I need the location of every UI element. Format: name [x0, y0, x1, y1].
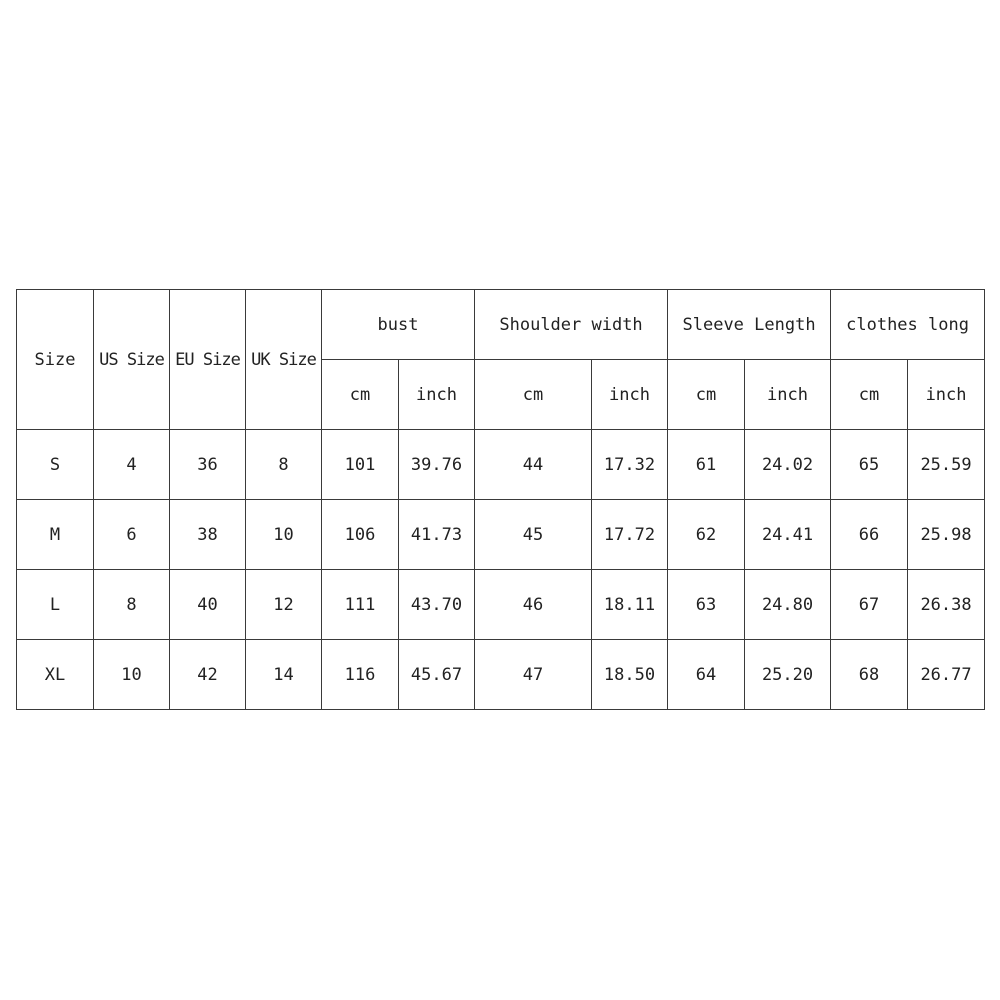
header-uk-size: UK Size — [246, 290, 322, 430]
table-row — [17, 570, 985, 640]
table-cell: 25.59 — [908, 430, 985, 500]
header-sleeve-length: Sleeve Length — [668, 290, 831, 360]
table-cell: 4 — [94, 430, 170, 500]
table-cell: XL — [17, 640, 94, 710]
table-cell: 62 — [668, 500, 745, 570]
header-eu-size: EU Size — [170, 290, 246, 430]
unit-header: cm — [475, 360, 592, 430]
table-cell: 8 — [94, 570, 170, 640]
table-cell: 14 — [246, 640, 322, 710]
table-row — [17, 430, 985, 500]
table-cell: M — [17, 500, 94, 570]
header-row-groups — [17, 290, 985, 360]
table-cell: 65 — [831, 430, 908, 500]
table-cell: 47 — [475, 640, 592, 710]
table-cell: 26.77 — [908, 640, 985, 710]
table-cell: 45 — [475, 500, 592, 570]
table-cell: 64 — [668, 640, 745, 710]
table-row — [17, 640, 985, 710]
table-row — [17, 500, 985, 570]
table-cell: 24.80 — [745, 570, 831, 640]
table-cell: 12 — [246, 570, 322, 640]
table-cell: L — [17, 570, 94, 640]
table-cell: 68 — [831, 640, 908, 710]
table-cell: 18.50 — [592, 640, 668, 710]
unit-header: cm — [668, 360, 745, 430]
header-bust: bust — [322, 290, 475, 360]
table-cell: 40 — [170, 570, 246, 640]
table-cell: 46 — [475, 570, 592, 640]
table-cell: 25.98 — [908, 500, 985, 570]
table-cell: 111 — [322, 570, 399, 640]
table-cell: 10 — [94, 640, 170, 710]
table-cell: 67 — [831, 570, 908, 640]
table-cell: 116 — [322, 640, 399, 710]
table-cell: 26.38 — [908, 570, 985, 640]
table-cell: 24.41 — [745, 500, 831, 570]
table-body — [17, 430, 985, 710]
table-cell: 61 — [668, 430, 745, 500]
table-cell: 66 — [831, 500, 908, 570]
table-cell: 6 — [94, 500, 170, 570]
table-cell: S — [17, 430, 94, 500]
table-cell: 41.73 — [399, 500, 475, 570]
header-size: Size — [17, 290, 94, 430]
table-cell: 42 — [170, 640, 246, 710]
table-cell: 44 — [475, 430, 592, 500]
unit-header: cm — [831, 360, 908, 430]
header-clothes-long: clothes long — [831, 290, 985, 360]
table-cell: 36 — [170, 430, 246, 500]
table-cell: 17.32 — [592, 430, 668, 500]
table-cell: 10 — [246, 500, 322, 570]
table-cell: 43.70 — [399, 570, 475, 640]
unit-header: inch — [745, 360, 831, 430]
header-shoulder-width: Shoulder width — [475, 290, 668, 360]
header-us-size: US Size — [94, 290, 170, 430]
table-cell: 24.02 — [745, 430, 831, 500]
table-cell: 39.76 — [399, 430, 475, 500]
table-cell: 106 — [322, 500, 399, 570]
unit-header: cm — [322, 360, 399, 430]
unit-header: inch — [908, 360, 985, 430]
table-header — [17, 290, 985, 430]
table-cell: 8 — [246, 430, 322, 500]
unit-header: inch — [592, 360, 668, 430]
table-cell: 25.20 — [745, 640, 831, 710]
table-cell: 101 — [322, 430, 399, 500]
table-cell: 45.67 — [399, 640, 475, 710]
table-cell: 18.11 — [592, 570, 668, 640]
table-cell: 63 — [668, 570, 745, 640]
table-cell: 17.72 — [592, 500, 668, 570]
table-cell: 38 — [170, 500, 246, 570]
unit-header: inch — [399, 360, 475, 430]
size-chart-table — [16, 289, 985, 710]
